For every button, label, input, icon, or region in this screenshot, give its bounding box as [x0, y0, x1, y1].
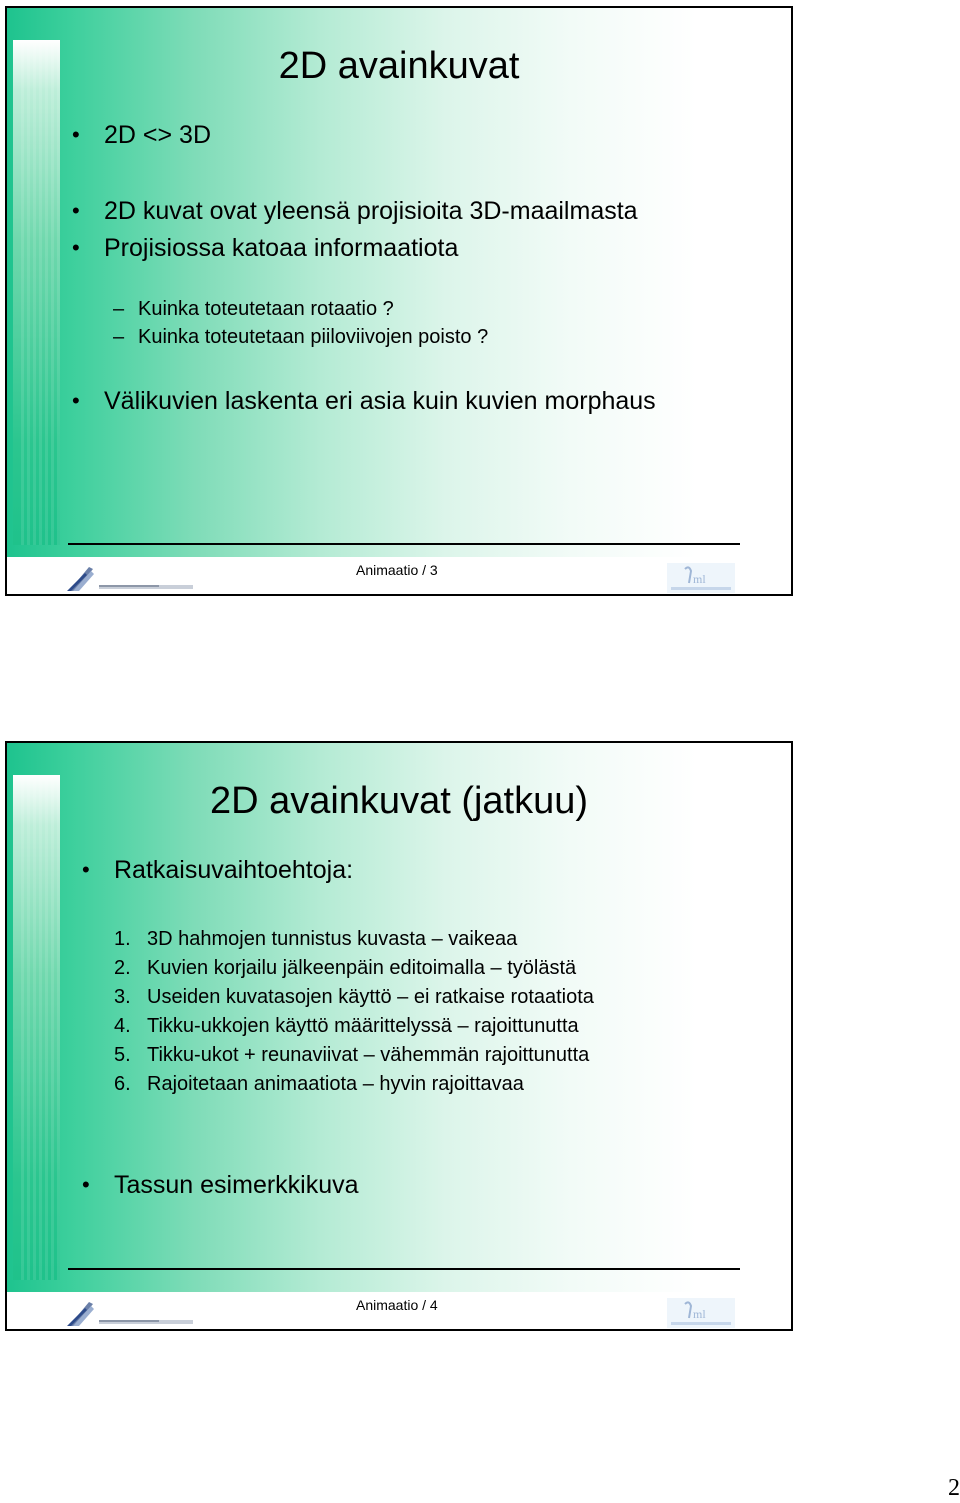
bullet-item: • Ratkaisuvaihtoehtoja: [114, 855, 353, 885]
slide-1 [5, 6, 793, 596]
sub-list [138, 295, 488, 351]
item-number: 6. [114, 1073, 131, 1095]
bullet-list [114, 1170, 359, 1200]
item-number: 2. [114, 957, 131, 979]
bullet-list [114, 855, 353, 885]
bullet-list [104, 386, 656, 416]
item-text: Tikku-ukkojen käyttö määrittelyssä – rajoittunutta [147, 1015, 579, 1037]
slide-accent-bar [13, 40, 60, 545]
bullet-item: • 2D <> 3D [104, 120, 211, 150]
dash-item: – Kuinka toteutetaan rotaatio ? [138, 295, 488, 323]
slide-footer [7, 557, 791, 596]
item-number: 3. [114, 986, 131, 1008]
footer-text: Animaatio / 4 [356, 1297, 438, 1313]
item-text: 3D hahmojen tunnistus kuvasta – vaikeaa [147, 928, 518, 950]
slide-accent-bar [13, 775, 60, 1280]
slide-title: 2D avainkuvat (jatkuu) [209, 780, 589, 822]
numbered-item [114, 1012, 594, 1041]
item-number: 4. [114, 1015, 131, 1037]
page-number: 2 [948, 1475, 960, 1501]
item-text: Rajoitetaan animaatiota – hyvin rajoittavaa [147, 1073, 524, 1095]
svg-text:ml: ml [693, 572, 706, 586]
item-text: Kuvien korjailu jälkeenpäin editoimalla – työlästä [147, 957, 577, 979]
item-number: 1. [114, 928, 131, 950]
bullet-item: • Välikuvien laskenta eri asia kuin kuvien morphaus [104, 386, 656, 416]
slide-title: 2D avainkuvat [278, 45, 520, 87]
item-text: Useiden kuvatasojen käyttö – ei ratkaise rotaatiota [147, 986, 594, 1008]
numbered-item [114, 925, 594, 954]
numbered-item [114, 983, 594, 1012]
bullet-item: • Projisiossa katoaa informaatiota [104, 233, 638, 263]
bullet-item: • Tassun esimerkkikuva [114, 1170, 359, 1200]
tml-logo-icon [667, 1298, 735, 1328]
institution-logo-icon [65, 1296, 195, 1330]
numbered-list [114, 925, 594, 1099]
dash-item: – Kuinka toteutetaan piiloviivojen poisto ? [138, 323, 488, 351]
footer-rule [68, 1268, 740, 1270]
bullet-list [104, 196, 638, 263]
numbered-item [114, 954, 594, 983]
footer-rule [68, 543, 740, 545]
bullet-item: • 2D kuvat ovat yleensä projisioita 3D-maailmasta [104, 196, 638, 226]
footer-text: Animaatio / 3 [356, 562, 438, 578]
item-text: Tikku-ukot + reunaviivat – vähemmän rajoittunutta [147, 1044, 590, 1066]
institution-logo-icon [65, 561, 195, 595]
svg-text:ml: ml [693, 1307, 706, 1321]
slide-2 [5, 741, 793, 1331]
bullet-list [104, 120, 211, 150]
numbered-item [114, 1041, 594, 1070]
numbered-item [114, 1070, 594, 1099]
slide-footer [7, 1292, 791, 1331]
item-number: 5. [114, 1044, 131, 1066]
tml-logo-icon [667, 563, 735, 593]
